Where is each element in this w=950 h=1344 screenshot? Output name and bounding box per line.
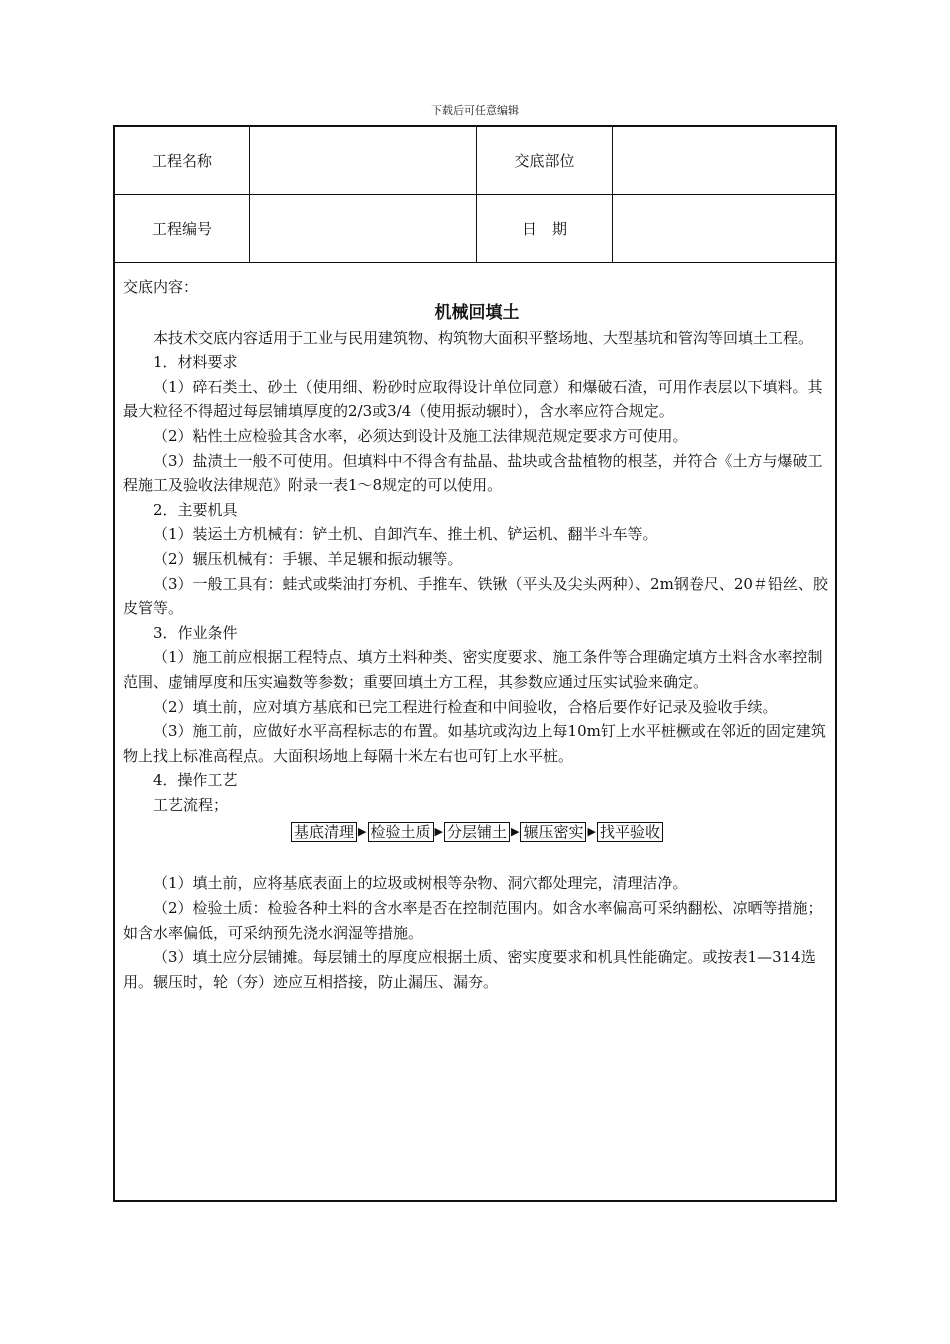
process-flow — [123, 821, 831, 843]
arrow-right-icon: ▶ — [511, 825, 520, 839]
date-label: 日 期 — [477, 195, 613, 262]
paragraph: （3）盐渍土一般不可使用。但填料中不得含有盐晶、盐块或含盐植物的根茎，并符合《土方与爆破工程施工及验收法律规范》附录一表1～8规定的可以使用。 — [123, 451, 823, 495]
flow-step: 辗压密实 — [520, 822, 586, 842]
paragraph: （3）填土应分层铺摊。每层铺土的厚度应根据土质、密实度要求和机具性能确定。或按表1—314选用。辗压时，轮（夯）迹应互相搭接，防止漏压、漏夯。 — [123, 948, 816, 991]
section-heading: 3．作业条件 — [153, 623, 238, 642]
intro-paragraph: 本技术交底内容适用于工业与民用建筑物、构筑物大面积平整场地、大型基坑和管沟等回填土工程。 — [153, 328, 814, 347]
date-value[interactable] — [613, 195, 835, 262]
project-name-value[interactable] — [250, 127, 477, 194]
disclosure-form — [113, 125, 837, 1202]
flow-step: 分层铺土 — [444, 822, 510, 842]
content-label: 交底内容： — [123, 278, 199, 296]
header-note: 下载后可任意编辑 — [431, 104, 519, 117]
section-heading: 2．主要机具 — [153, 500, 238, 519]
table-row — [115, 195, 835, 263]
paragraph: （2）检验土质：检验各种土料的含水率是否在控制范围内。如含水率偏高可采纳翻松、凉晒等措施；如含水率偏低，可采纳预先浇水润湿等措施。 — [123, 899, 823, 942]
paragraph: （1）填土前，应将基底表面上的垃圾或树根等杂物、洞穴都处理完，清理洁净。 — [153, 874, 688, 893]
paragraph: （3）一般工具有：蛙式或柴油打夯机、手推车、铁锹（平头及尖头两种）、2m钢卷尺、20＃铅丝、胶皮管等。 — [123, 574, 828, 618]
project-number-label: 工程编号 — [115, 195, 250, 262]
paragraph: （2）填土前，应对填方基底和已完工程进行检查和中间验收，合格后要作好记录及验收手续。 — [153, 697, 778, 716]
disclosure-location-label: 交底部位 — [477, 127, 613, 194]
section-heading: 4．操作工艺 — [153, 771, 238, 790]
flow-label: 工艺流程； — [153, 795, 229, 814]
paragraph: （2）粘性土应检验其含水率，必须达到设计及施工法律规范规定要求方可使用。 — [153, 426, 688, 445]
flow-step: 找平验收 — [597, 822, 663, 842]
arrow-right-icon: ▶ — [358, 825, 367, 839]
table-row — [115, 127, 835, 195]
paragraph: （1）碎石类土、砂土（使用细、粉砂时应取得设计单位同意）和爆破石渣，可用作表层以下填料。其最大粒径不得超过每层铺填厚度的2/3或3/4（使用振动辗时），含水率应符合规定。 — [123, 377, 823, 421]
flow-step: 基底清理 — [291, 822, 357, 842]
arrow-right-icon: ▶ — [587, 825, 596, 839]
document-title: 机械回填土 — [434, 302, 520, 323]
arrow-right-icon: ▶ — [434, 825, 443, 839]
project-number-value[interactable] — [250, 195, 477, 262]
paragraph: （1）施工前应根据工程特点、填方土料种类、密实度要求、施工条件等合理确定填方土料含水率控制范围、虚铺厚度和压实遍数等参数；重要回填土方工程，其参数应通过压实试验来确定。 — [123, 648, 823, 691]
disclosure-location-value[interactable] — [613, 127, 835, 194]
paragraph: （2）辗压机械有：手辗、羊足辗和振动辗等。 — [153, 549, 463, 568]
section-heading: 1．材料要求 — [153, 353, 238, 372]
flow-step: 检验土质 — [368, 822, 434, 842]
paragraph: （3）施工前，应做好水平高程标志的布置。如基坑或沟边上每10m钉上水平桩橛或在邻近的固定建筑物上找上标准高程点。大面积场地上每隔十米左右也可钉上水平桩。 — [123, 722, 826, 765]
disclosure-content — [123, 275, 831, 994]
paragraph: （1）装运土方机械有：铲土机、自卸汽车、推土机、铲运机、翻半斗车等。 — [153, 525, 658, 544]
project-name-label: 工程名称 — [115, 127, 250, 194]
